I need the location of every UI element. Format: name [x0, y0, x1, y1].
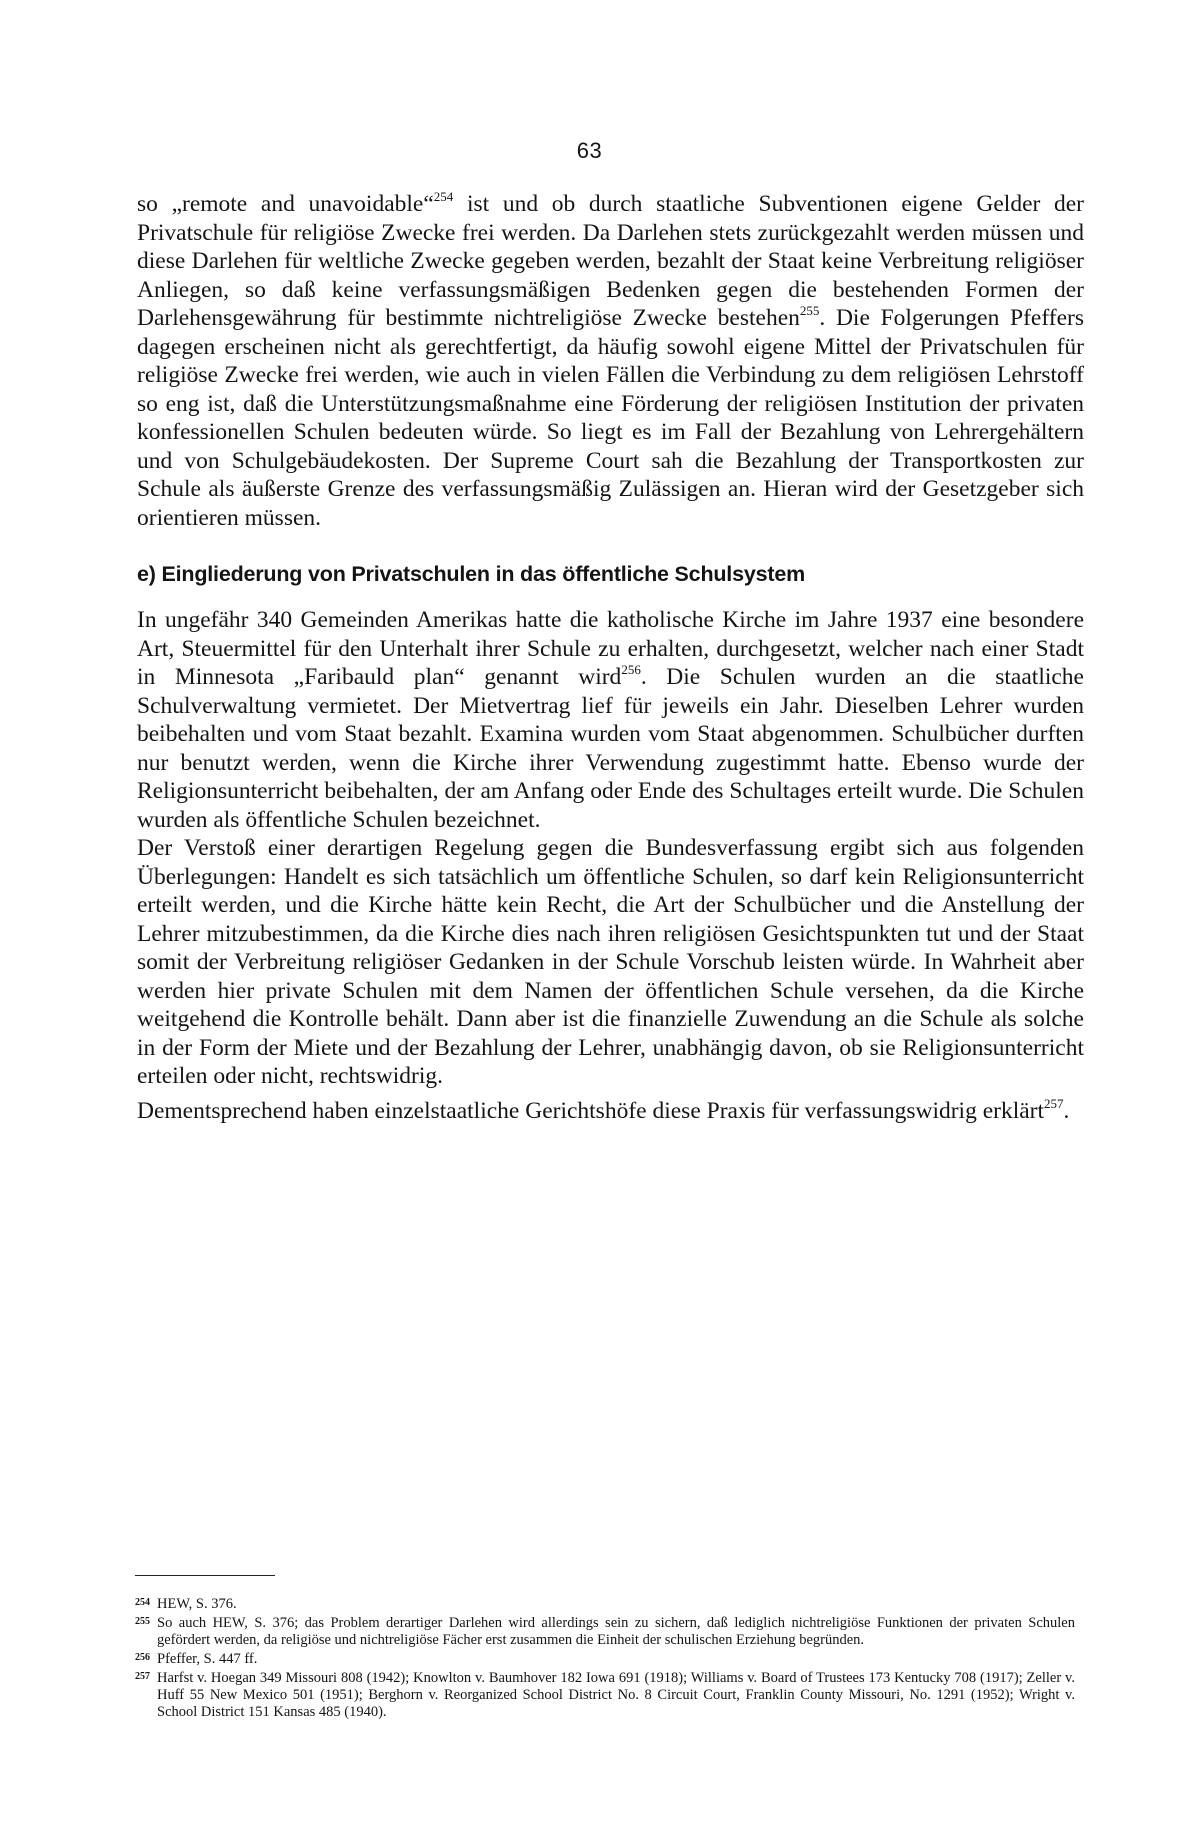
text-segment: Der Verstoß einer derartigen Regelung gegen die Bundesverfassung ergibt sich aus folgenden Überlegungen: Handelt es sich tatsächlich um öffentliche Schulen, so darf kein Religionsunterricht erteilt werden, und die Kirche hätte kein Recht, die Art der Schulbücher und die Anstellung der Lehrer mitzubestimmen, da die Kirche dies nach ihren religiösen Gesichtspunkten tut und der Staat somit der Verbreitung religiöser Gedanken in der Schule Vorschub leisten würde. In Wahrheit aber werden hier private Schulen mit dem Namen der öffentlichen Schule versehen, da die Kirche weitgehend die Kontrolle behält. Dann aber ist die finanzielle Zuwendung an die Schule als solche in der Form der Miete und der Bezahlung der Lehrer, unabhängig davon, ob sie Religionsunterricht erteilen oder nicht, rechtswidrig.: [137, 835, 1084, 1089]
text-segment: . Die Folgerungen Pfeffers dagegen erscheinen nicht als gerechtfertigt, da häufig sowohl eigene Mittel der Privatschulen für religiöse Zwecke frei werden, wie auch in vielen Fällen die Verbindung zu dem religiösen Lehrstoff so eng ist, daß die Unterstützungsmaßnahme eine Förderung der religiösen Institution der privaten konfessionellen Schulen bedeuten würde. So liegt es im Fall der Bezahlung von Lehrergehältern und von Schulgebäudekosten. Der Supreme Court sah die Bezahlung der Transportkosten zur Schule als äußerste Grenze des verfassungsmäßig Zulässigen an. Hieran wird der Gesetzgeber sich orientieren müssen.: [137, 305, 1084, 531]
footnote-text: Harfst v. Hoegan 349 Missouri 808 (1942); Knowlton v. Baumhover 182 Iowa 691 (1918); Williams v. Board of Trustees 173 Kentucky 708 (1917); Zeller v. Huff 55 New Mexico 501 (1951); Berghorn v. Reorganized School District No. 8 Circuit Court, Franklin County Missouri, No. 1291 (1952); Wright v. School District 151 Kansas 485 (1940).: [157, 1670, 1075, 1720]
text-segment: .: [1063, 1097, 1070, 1124]
paragraph-2: [137, 606, 1084, 834]
text-segment: . Die Schulen wurden an die staatliche Schulverwaltung vermietet. Der Mietvertrag lief für jeweils ein Jahr. Dieselben Lehrer wurden beibehalten und vom Staat bezahlt. Examina wurden vom Staat abgenommen. Schulbücher durften nur benutzt werden, wenn die Kirche ihrer Verwendung zugestimmt hatte. Ebenso wurde der Religionsunterricht beibehalten, der am Anfang oder Ende des Schultages erteilt wurde. Die Schulen wurden als öffentliche Schulen bezeichnet.: [137, 664, 1084, 833]
paragraph-1: [137, 190, 1084, 532]
footnote-ref-257: 257: [1044, 1095, 1064, 1111]
text-segment: Dementsprechend haben einzelstaatliche Gerichtshöfe diese Praxis für verfassungswidrig erklärt: [137, 1097, 1045, 1124]
paragraph-3: [137, 834, 1084, 1091]
footnote-ref-254: 254: [433, 189, 454, 204]
paragraph-4: [137, 1097, 1084, 1126]
text-segment: ist und ob durch staatliche Subventionen eigene Gelder der Privatschule für religiöse Zwecke frei werden. Da Darlehen stets zurückgezahlt werden müssen und diese Darlehen für weltliche Zwecke gegeben werden, bezahlt der Staat keine Verbreitung religiöser Anliegen, so daß keine verfassungsmäßigen Bedenken gegen die bestehenden Formen der Darlehensgewährung für bestimmte nichtreligiöse Zwecke bestehen: [137, 191, 1085, 331]
footnote-number: 256: [135, 1652, 150, 1663]
footnote-text: So auch HEW, S. 376; das Problem derartiger Darlehen wird allerdings sein zu sichern, daß lediglich nichtreligiöse Funktionen der privaten Schulen gefördert werden, da religiöse und nichtreligiöse Fächer erst zusammen die Einheit der schulischen Erziehung begründen.: [157, 1615, 1075, 1648]
footnote-254: [135, 1594, 1075, 1613]
footnote-number: 255: [135, 1616, 150, 1627]
footnote-257: [135, 1668, 1075, 1721]
footnote-divider: [135, 1575, 275, 1576]
body-text: [137, 190, 1084, 1125]
footnote-text: HEW, S. 376.: [157, 1596, 237, 1612]
footnote-ref-255: 255: [799, 303, 820, 318]
footnote-text: Pfeffer, S. 447 ff.: [157, 1651, 258, 1667]
text-segment: so „remote and unavoidable“: [137, 191, 434, 217]
footnote-number: 254: [135, 1597, 150, 1608]
text-segment: In ungefähr 340 Gemeinden Amerikas hatte die katholische Kirche im Jahre 1937 eine besondere Art, Steuermittel für den Unterhalt ihrer Schule zu erhalten, durchgesetzt, welcher nach einer Stadt in Minnesota „Faribauld plan“ genannt wird: [137, 607, 1084, 690]
page-number: 63: [576, 138, 603, 163]
section-heading: e) Eingliederung von Privatschulen in das öffentliche Schulsystem: [137, 562, 805, 586]
footnote-256: [135, 1649, 1075, 1668]
footnote-number: 257: [135, 1671, 150, 1682]
footnote-255: [135, 1613, 1075, 1649]
footnote-ref-256: 256: [621, 662, 641, 677]
footnotes: [135, 1594, 1075, 1721]
